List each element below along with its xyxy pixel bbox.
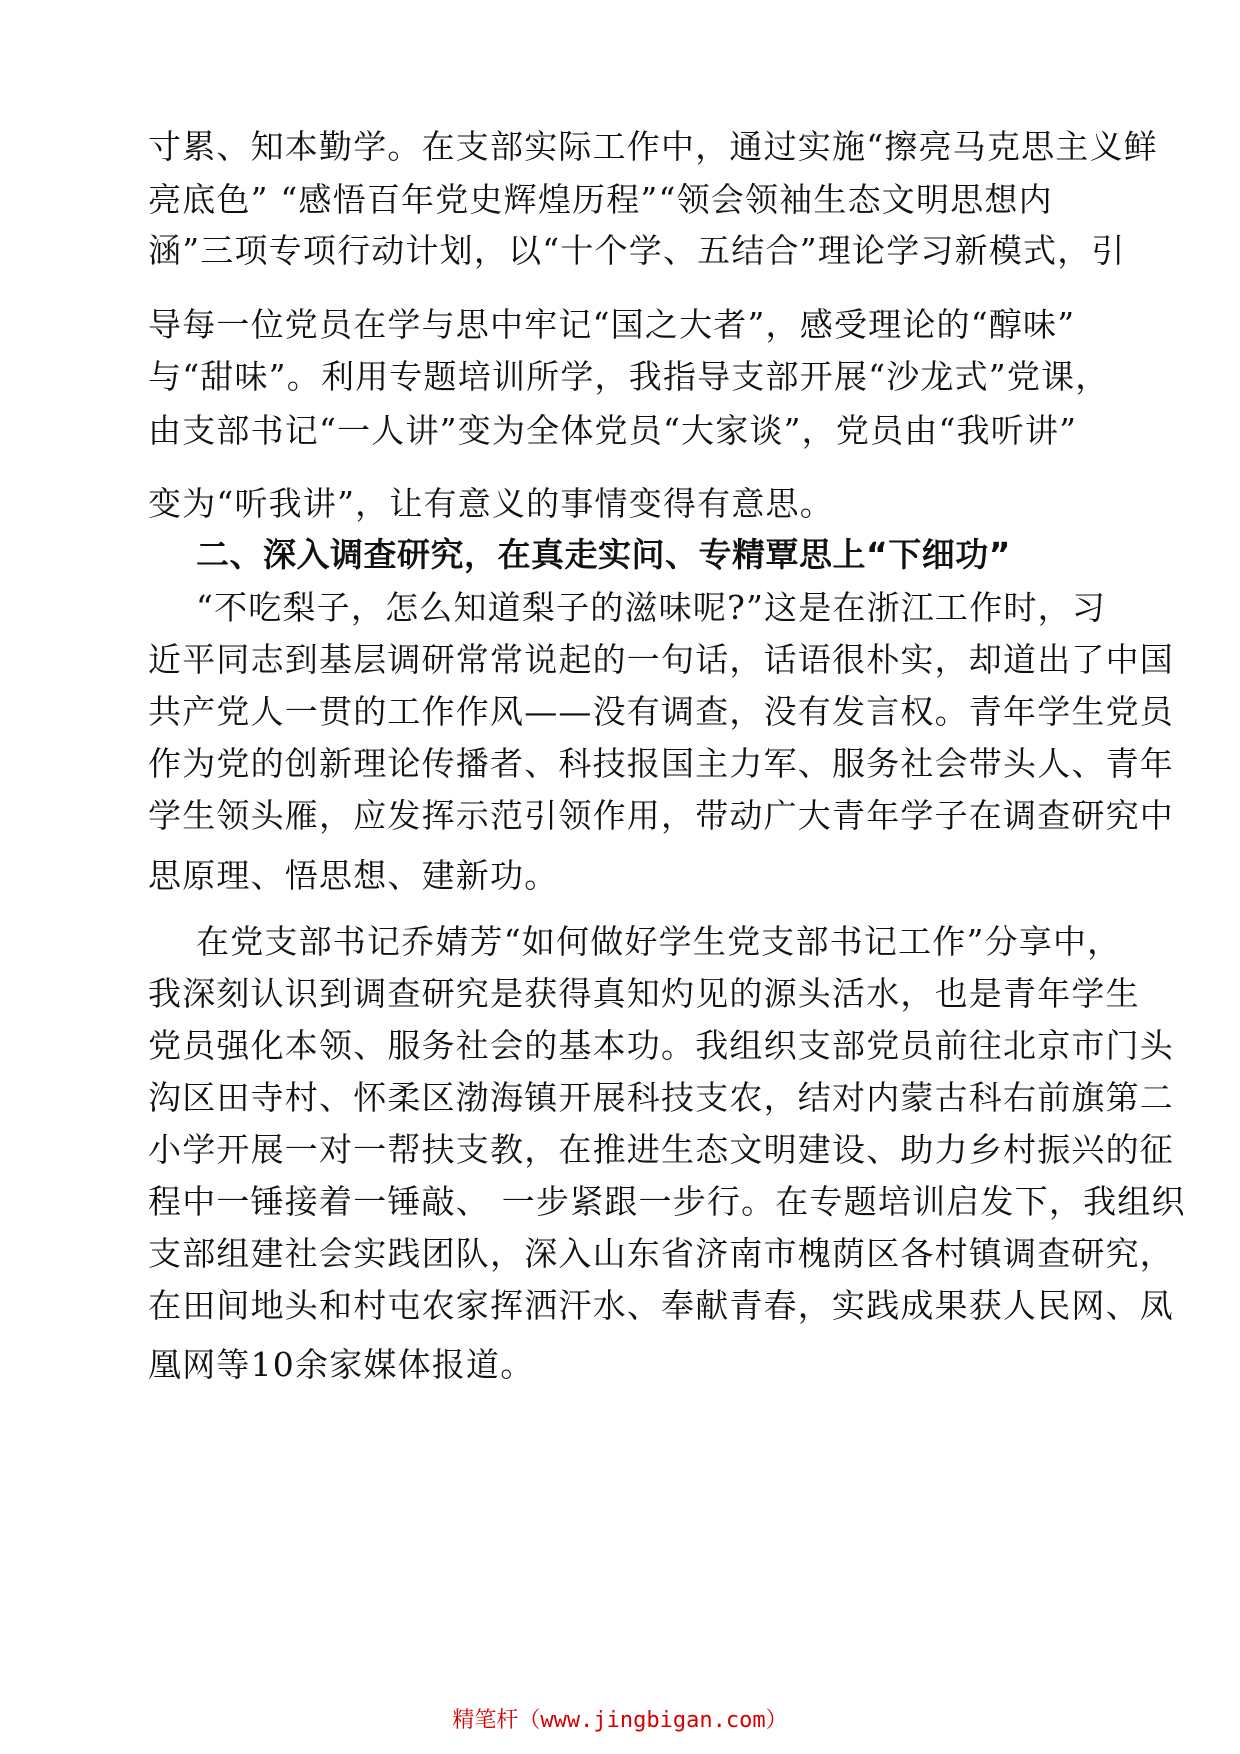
paragraph-line: 涵”三项专项行动计划，以“十个学、五结合”理论学习新模式，引 <box>148 231 1126 270</box>
paragraph-line: 导每一位党员在学与思中牢记“国之大者”，感受理论的“醇味” <box>148 305 1076 344</box>
paragraph-line: 在田间地头和村屯农家挥洒汗水、奉献青春，实践成果获人民网、凤 <box>148 1286 1174 1325</box>
paragraph-line: “不吃梨子，怎么知道梨子的滋味呢?”这是在浙江工作时，习 <box>196 588 1107 627</box>
paragraph-line: 共产党人一贯的工作作风——没有调查，没有发言权。青年学生党员 <box>148 692 1174 731</box>
paragraph-line: 沟区田寺村、怀柔区渤海镇开展科技支农，结对内蒙古科右前旗第二 <box>148 1078 1174 1117</box>
paragraph-line: 变为“听我讲”，让有意义的事情变得有意思。 <box>148 484 834 523</box>
paragraph-line: 程中一锤接着一锤敲、 一步紧跟一步行。在专题培训启发下，我组织 <box>148 1182 1186 1221</box>
paragraph-line: 亮底色” “感悟百年党史辉煌历程”“领会领袖生态文明思想内 <box>148 180 1053 219</box>
paragraph-line: 小学开展一对一帮扶支教，在推进生态文明建设、助力乡村振兴的征 <box>148 1130 1174 1169</box>
paragraph-line: 近平同志到基层调研常常说起的一句话，话语很朴实，却道出了中国 <box>148 640 1174 679</box>
paragraph-line: 党员强化本领、服务社会的基本功。我组织支部党员前往北京市门头 <box>148 1026 1174 1065</box>
paragraph-line: 寸累、知本勤学。在支部实际工作中，通过实施“擦亮马克思主义鲜 <box>148 127 1158 166</box>
paragraph-line: 支部组建社会实践团队，深入山东省济南市槐荫区各村镇调查研究， <box>148 1234 1174 1273</box>
paragraph-line: 学生领头雁，应发挥示范引领作用，带动广大青年学子在调查研究中 <box>148 796 1174 835</box>
paragraph-line: 凰网等10余家媒体报道。 <box>148 1345 535 1384</box>
paragraph-line: 与“甜味”。利用专题培训所学，我指导支部开展“沙龙式”党课， <box>148 357 1110 396</box>
paragraph-line: 我深刻认识到调查研究是获得真知灼见的源头活水，也是青年学生 <box>148 974 1140 1013</box>
section-heading: 二、深入调查研究，在真走实问、专精覃思上“下细功” <box>196 535 1011 574</box>
footer-watermark: 精笔杆（www.jingbigan.com） <box>452 1708 788 1733</box>
paragraph-line: 思原理、悟思想、建新功。 <box>148 856 559 895</box>
paragraph-line: 由支部书记“一人讲”变为全体党员“大家谈”，党员由“我听讲” <box>148 411 1078 450</box>
paragraph-line: 在党支部书记乔婧芳“如何做好学生党支部书记工作”分享中， <box>196 922 1122 961</box>
paragraph-line: 作为党的创新理论传播者、科技报国主力军、服务社会带头人、青年 <box>148 744 1174 783</box>
